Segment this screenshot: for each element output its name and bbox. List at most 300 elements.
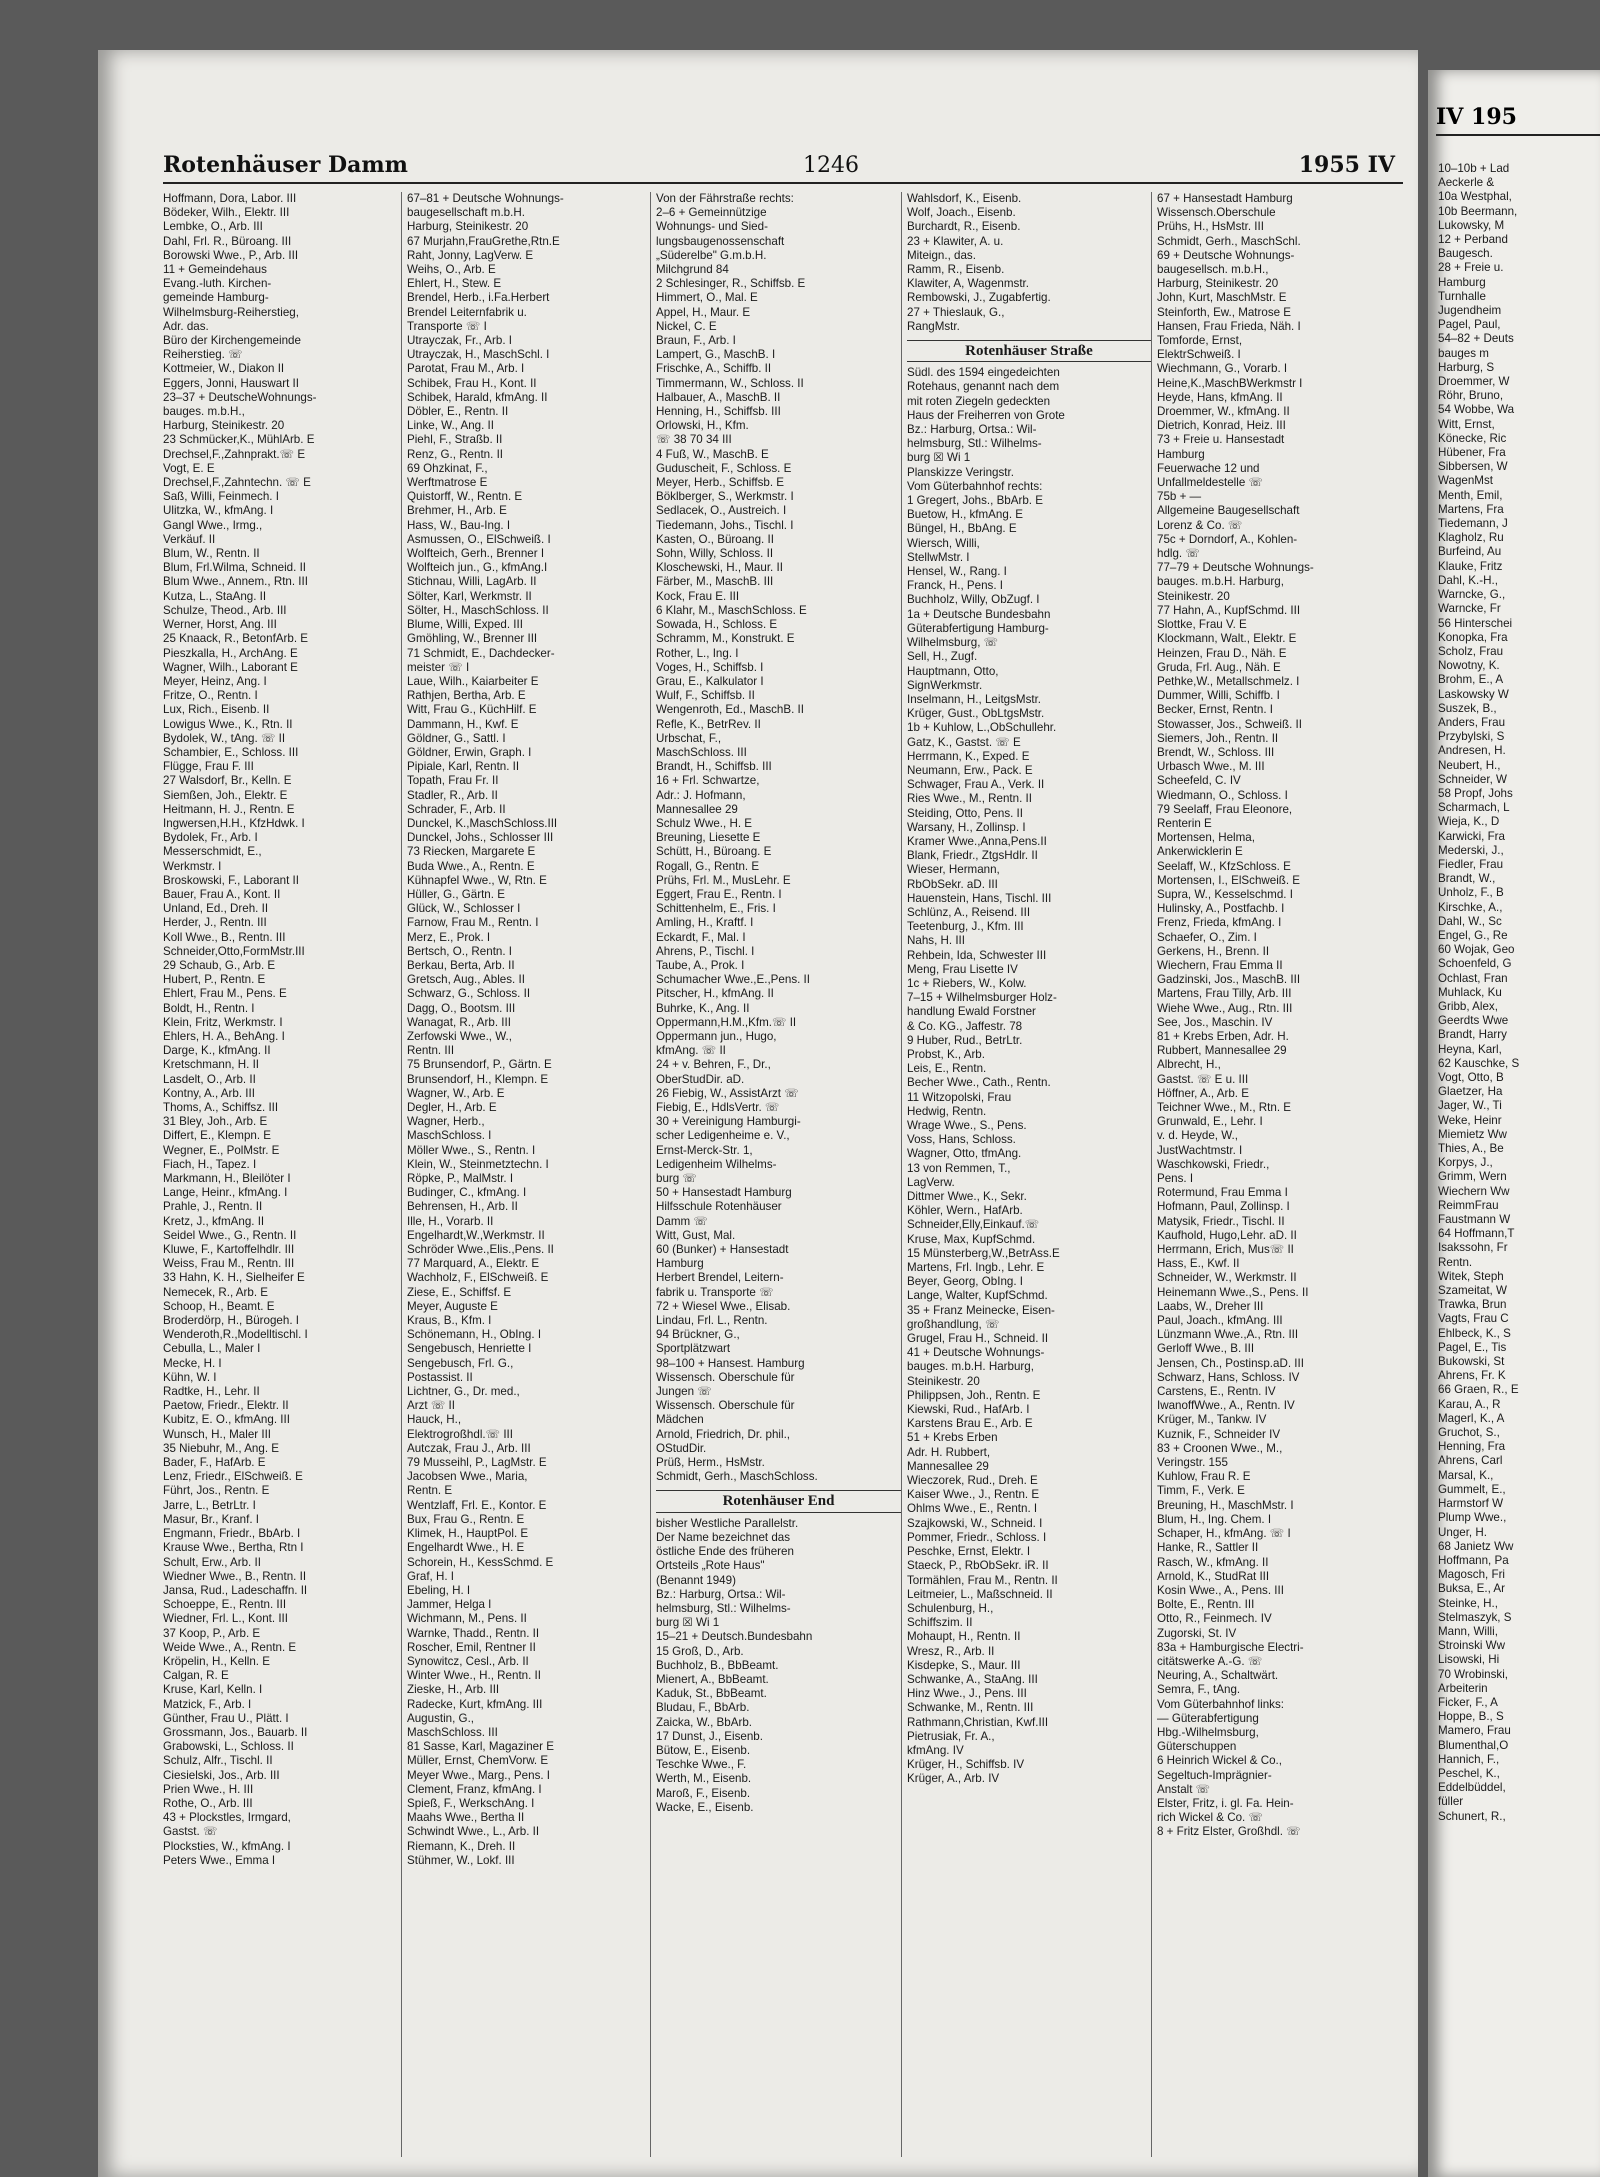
directory-entry: Merz, E., Prok. I — [407, 930, 491, 944]
directory-entry: Wiehe Wwe., Aug., Rtn. III — [1157, 1001, 1293, 1015]
directory-entry: Brandt, W., — [1438, 872, 1496, 886]
directory-entry: Gruda, Frl. Aug., Näh. E — [1157, 660, 1281, 674]
directory-entry: Ehlbeck, K., S — [1438, 1326, 1511, 1340]
directory-entry: Ahrens, Fr. K — [1438, 1369, 1506, 1383]
directory-entry: Mienert, A., BbBeamt. — [656, 1672, 769, 1686]
directory-entry: 10–10b + Lad — [1438, 162, 1510, 175]
directory-entry: Schwarz, G., Schloss. II — [407, 987, 531, 1001]
directory-entry: Gummelt, E., — [1438, 1482, 1506, 1496]
directory-entry: 75b + — — [1157, 490, 1202, 504]
directory-entry: Jarre, L., BetrLtr. I — [163, 1498, 256, 1512]
directory-entry: helmsburg, Stl.: Wilhelms- — [656, 1601, 791, 1615]
directory-entry: Lindau, Frl. L., Rentn. — [656, 1314, 768, 1328]
directory-entry: 7–15 + Wilhelmsburger Holz- — [907, 991, 1057, 1005]
directory-entry: Wagner, W., Arb. E — [407, 1086, 505, 1100]
directory-entry: Hinz Wwe., J., Pens. III — [907, 1687, 1027, 1701]
directory-entry: Schwanke, M., Rentn. III — [907, 1701, 1034, 1715]
page-header — [163, 148, 1403, 184]
directory-entry: ElektrSchweiß. I — [1157, 348, 1241, 362]
directory-entry: Pommer, Friedr., Schloss. I — [907, 1530, 1047, 1544]
directory-entry: Weke, Heinr — [1438, 1113, 1502, 1127]
directory-entry: Peters Wwe., Emma I — [163, 1853, 276, 1867]
directory-entry: Wiedner, Frl. L., Kont. III — [163, 1612, 289, 1626]
directory-entry: 6 Heinrich Wickel & Co., — [1157, 1754, 1282, 1768]
directory-entry: Darge, K., kfmAng. II — [163, 1044, 271, 1058]
directory-entry: Bödeker, Wilh., Elektr. III — [163, 206, 290, 220]
directory-entry: Ehlers, H. A., BehAng. I — [163, 1029, 285, 1043]
directory-entry: Warncke, G., — [1438, 588, 1506, 602]
directory-entry: Grimm, Wern — [1438, 1170, 1507, 1184]
directory-entry: Hansen, Frau Frieda, Näh. I — [1157, 319, 1301, 333]
directory-entry: Röpke, P., MalMstr. I — [407, 1172, 514, 1186]
directory-entry: MaschSchloss. III — [656, 745, 747, 759]
directory-entry: Hauptmann, Otto, — [907, 664, 999, 678]
directory-entry: Maahs Wwe., Bertha II — [407, 1811, 525, 1825]
directory-entry: 75c + Dorndorf, A., Kohlen- — [1157, 532, 1298, 546]
directory-entry: Fritze, O., Rentn. I — [163, 689, 258, 703]
directory-entry: Appel, H., Maur. E — [656, 305, 751, 319]
directory-entry: Kuhlow, Frau R. E — [1157, 1470, 1251, 1484]
directory-entry: Schwager, Frau A., Verk. II — [907, 778, 1045, 792]
directory-entry: Hoffmann, Pa — [1438, 1553, 1509, 1567]
directory-entry: Franck, H., Pens. I — [907, 579, 1003, 593]
directory-entry: Sölter, H., MaschSchloss. II — [407, 603, 549, 617]
directory-entry: Kiewski, Rud., HafArb. I — [907, 1403, 1030, 1417]
directory-entry: Martens, Frl. Ingb., Lehr. E — [907, 1261, 1045, 1275]
directory-entry: meister ☏ I — [407, 660, 470, 674]
directory-entry: 10b Beermann, — [1438, 204, 1518, 218]
directory-entry: Wolfteich, Gerh., Brenner I — [407, 547, 545, 561]
directory-entry: Siemßen, Joh., Elektr. E — [163, 788, 288, 802]
directory-entry: Steinforth, Ew., Matrose E — [1157, 305, 1292, 319]
directory-entry: IwanoffWwe., A., Rentn. IV — [1157, 1399, 1295, 1413]
directory-entry: RangMstr. — [907, 319, 960, 333]
directory-entry: Köhler, Wern., HafArb. — [907, 1204, 1023, 1218]
directory-entry: bauges. m.b.H. Harburg, — [1157, 575, 1284, 589]
directory-entry: Hannich, F., — [1438, 1752, 1500, 1766]
directory-entry: Wilhelmsburg-Reiherstieg, — [163, 305, 299, 319]
directory-entry: Teetenburg, J., Kfm. III — [907, 920, 1024, 934]
directory-entry: Fiach, H., Tapez. I — [163, 1157, 257, 1171]
directory-entry: Müller, Ernst, ChemVorw. E — [407, 1754, 549, 1768]
directory-entry: 73 Riecken, Margarete E — [407, 845, 536, 859]
directory-entry: Schütt, H., Büroang. E — [656, 845, 772, 859]
section-title: Rotenhäuser Straße — [907, 340, 1151, 362]
directory-entry: Eggers, Jonni, Hauswart II — [163, 376, 299, 390]
directory-entry: Ochlast, Fran — [1438, 971, 1508, 985]
directory-entry: Siemers, Joh., Rentn. II — [1157, 731, 1279, 745]
directory-entry: Hofmann, Paul, Zollinsp. I — [1157, 1200, 1290, 1214]
directory-entry: Kisdepke, S., Maur. III — [907, 1658, 1021, 1672]
directory-entry: Breuning, H., MaschMstr. I — [1157, 1498, 1294, 1512]
directory-entry: Lange, Heinr., kfmAng. I — [163, 1186, 288, 1200]
directory-entry: „Süderelbe" G.m.b.H. — [656, 248, 767, 262]
directory-entry: Kühnapfel Wwe., W, Rtn. E — [407, 873, 547, 887]
directory-entry: Frenz, Frieda, kfmAng. I — [1157, 916, 1282, 930]
directory-entry: 83a + Hamburgische Electri- — [1157, 1640, 1304, 1654]
directory-entry: Brendel Leiternfabrik u. — [407, 305, 527, 319]
directory-entry: Herrmann, K., Exped. E — [907, 749, 1030, 763]
directory-entry: Kaiser Wwe., J., Rentn. E — [907, 1488, 1040, 1502]
directory-entry: Saß, Willi, Feinmech. I — [163, 490, 279, 504]
directory-entry: Gruchot, S., — [1438, 1426, 1500, 1440]
directory-entry: Wrage Wwe., S., Pens. — [907, 1119, 1027, 1132]
directory-entry: Bux, Frau G., Rentn. E — [407, 1512, 525, 1526]
directory-entry: 28 + Freie u. — [1438, 261, 1504, 275]
directory-entry: Wiechmann, G., Vorarb. I — [1157, 362, 1288, 376]
directory-entry: Neubert, H., — [1438, 758, 1501, 772]
directory-entry: Wacke, E., Eisenb. — [656, 1800, 754, 1814]
directory-entry: Bludau, F., BbArb. — [656, 1701, 750, 1715]
directory-entry: Ille, H., Vorarb. II — [407, 1214, 494, 1228]
directory-entry: Scharmach, L — [1438, 801, 1510, 815]
directory-entry: Gangl Wwe., Irmg., — [163, 518, 263, 532]
directory-entry: Blum Wwe., Annem., Rtn. III — [163, 575, 308, 589]
directory-entry: Voges, H., Schiffsb. I — [656, 660, 764, 674]
directory-entry: Ebeling, H. I — [407, 1583, 471, 1597]
directory-entry: Brohm, E., A — [1438, 673, 1504, 687]
directory-entry: Wiedmann, O., Schloss. I — [1157, 788, 1288, 802]
directory-entry: Fiebig, E., HdlsVertr. ☏ — [656, 1101, 780, 1114]
directory-entry: 33 Hahn, K. H., Sielheifer E — [163, 1271, 305, 1285]
directory-entry: Becker, Ernst, Rentn. I — [1157, 703, 1273, 717]
directory-entry: Utrayczak, H., MaschSchl. I — [407, 348, 550, 362]
directory-entry: Krüger, A., Arb. IV — [907, 1772, 1000, 1786]
directory-entry: Führt, Jos., Rentn. E — [163, 1484, 270, 1498]
directory-entry: Lange, Walter, KupfSchmd. — [907, 1289, 1048, 1303]
directory-entry: Kutza, L., StaAng. II — [163, 589, 267, 603]
directory-entry: rich Wickel & Co. ☏ — [1157, 1811, 1263, 1825]
directory-entry: Kröpelin, H., Kelln. E — [163, 1654, 270, 1668]
directory-entry: 9 Huber, Rud., BetrLtr. — [907, 1033, 1023, 1047]
directory-entry: 67 + Hansestadt Hamburg — [1157, 192, 1293, 205]
directory-entry: 73 + Freie u. Hansestadt — [1157, 433, 1285, 447]
directory-entry: Differt, E., Klempn. E — [163, 1129, 272, 1143]
directory-entry: Beyer, Georg, ObIng. I — [907, 1275, 1023, 1289]
column-1 — [163, 192, 395, 2157]
directory-entry: MaschSchloss. III — [407, 1725, 498, 1739]
directory-entry: 79 Musseihl, P., LagMstr. E — [407, 1456, 547, 1470]
directory-entry: Teschke Wwe., F. — [656, 1758, 747, 1772]
directory-entry: Herrmann, Erich, Mus☏ II — [1157, 1243, 1294, 1257]
directory-entry: Ankerwicklerin E — [1157, 845, 1243, 859]
directory-entry: Evang.-luth. Kirchen- — [163, 277, 272, 291]
directory-entry: Clement, Franz, kfmAng. I — [407, 1782, 542, 1796]
directory-entry: Miteign., das. — [907, 248, 976, 262]
directory-entry: Rotermund, Frau Emma I — [1157, 1186, 1288, 1200]
directory-entry: 81 + Krebs Erben, Adr. H. — [1157, 1029, 1289, 1043]
directory-entry: Mamero, Frau — [1438, 1724, 1511, 1738]
directory-entry: Bydolek, Fr., Arb. I — [163, 831, 258, 845]
directory-entry: Kretschmann, H. II — [163, 1058, 260, 1072]
directory-entry: Witek, Steph — [1438, 1269, 1504, 1283]
directory-entry: Stroinski Ww — [1438, 1639, 1505, 1653]
directory-entry: Blum, W., Rentn. II — [163, 547, 260, 561]
directory-entry: Segeltuch-Imprägnier- — [1157, 1768, 1272, 1782]
directory-entry: Meyer, Heinz, Ang. I — [163, 674, 267, 688]
directory-entry: Schulenburg, H., — [907, 1601, 994, 1615]
directory-entry: 83 + Croonen Wwe., M., — [1157, 1441, 1283, 1455]
directory-entry: Postassist. II — [407, 1370, 473, 1384]
directory-entry: Blum, Frl.Wilma, Schneid. II — [163, 561, 307, 575]
directory-entry: LagVerw. — [907, 1175, 955, 1189]
directory-entry: Damm ☏ — [656, 1214, 708, 1228]
directory-entry: Lux, Rich., Eisenb. II — [163, 703, 270, 717]
directory-entry: Prühs, Frl. M., MusLehr. E — [656, 873, 791, 887]
directory-entry: Unholz, F., B — [1438, 886, 1504, 900]
directory-entry: Wagner, Herb., — [407, 1115, 485, 1129]
directory-entry: Schönemann, H., ObIng. I — [407, 1328, 542, 1342]
directory-entry: Wissensch.Oberschule — [1157, 206, 1276, 220]
directory-entry: Rogall, G., Rentn. E — [656, 859, 760, 873]
directory-entry: Pethke,W., Metallschmelz. I — [1157, 674, 1300, 688]
directory-entry: 67 Murjahn,FrauGrethe,Rtn.E — [407, 234, 560, 248]
directory-entry: Ortsteils „Rote Haus" — [656, 1559, 765, 1573]
directory-entry: Ulitzka, W., kfmAng. I — [163, 504, 274, 518]
adjacent-page-header — [1436, 100, 1600, 136]
directory-entry: Messerschmidt, E., — [163, 845, 262, 859]
directory-entry: Gerloff Wwe., B. III — [1157, 1342, 1255, 1356]
directory-entry: Meyer, Auguste E — [407, 1299, 498, 1313]
directory-entry: Hauenstein, Hans, Tischl. III — [907, 891, 1052, 905]
directory-entry: Prühs, H., HsMstr. III — [1157, 220, 1264, 234]
directory-entry: handlung Ewald Forstner — [907, 1005, 1036, 1019]
directory-entry: Buchholz, Willy, ObZugf. I — [907, 593, 1040, 607]
directory-entry: 25 Knaack, R., BetonfArb. E — [163, 632, 309, 646]
section-title: Rotenhäuser End — [656, 1490, 901, 1512]
directory-entry: Synowitcz, Cesl., Arb. II — [407, 1654, 529, 1668]
directory-entry: Steinikestr. 20 — [1157, 589, 1230, 603]
directory-entry: Schibek, Harald, kfmAng. II — [407, 390, 548, 404]
directory-entry: Drechsel,F.,Zahntechn. ☏ E — [163, 476, 311, 490]
directory-entry: Witt, Ernst, — [1438, 417, 1495, 431]
directory-entry: Pens. I — [1157, 1172, 1194, 1186]
directory-entry: lungsbaugenossenschaft — [656, 234, 785, 248]
directory-entry: Glück, W., Schlosser I — [407, 902, 521, 916]
directory-entry: Wulf, F., Schiffsb. II — [656, 689, 755, 703]
directory-entry: Schaper, H., kfmAng. ☏ I — [1157, 1527, 1291, 1541]
directory-entry: Ahrens, P., Tischl. I — [656, 944, 755, 958]
directory-entry: Fiedler, Frau — [1438, 857, 1504, 871]
directory-entry: 67–81 + Deutsche Wohnungs- — [407, 192, 564, 205]
directory-entry: Färber, M., MaschB. III — [656, 575, 774, 589]
directory-entry: Tormählen, Frau M., Rentn. II — [907, 1573, 1058, 1587]
directory-entry: OStudDir. — [656, 1441, 707, 1455]
directory-entry: Brendel, Herb., i.Fa.Herbert — [407, 291, 550, 305]
directory-entry: Gerkens, H., Brenn. II — [1157, 944, 1270, 958]
directory-entry: Lünzmann Wwe.,A., Rtn. III — [1157, 1328, 1299, 1342]
directory-entry: Anstalt ☏ — [1157, 1782, 1211, 1796]
directory-entry: Heitmann, H. J., Rentn. E — [163, 802, 295, 816]
directory-entry: Magerl, K., A — [1438, 1411, 1505, 1425]
directory-entry: 50 + Hansestadt Hamburg — [656, 1186, 792, 1200]
directory-entry: Peschel, K., — [1438, 1766, 1500, 1780]
directory-entry: Hubert, P., Rentn. E — [163, 973, 266, 987]
directory-entry: Asmussen, O., ElSchweiß. I — [407, 532, 551, 546]
directory-entry: Karstens Brau E., Arb. E — [907, 1417, 1033, 1431]
directory-entry: Buhrke, K., Ang. II — [656, 1001, 750, 1015]
directory-entry: Klawiter, A, Wagenmstr. — [907, 277, 1029, 291]
directory-entry: Szameitat, W — [1438, 1284, 1507, 1298]
directory-entry: Kruse, Max, KupfSchmd. — [907, 1232, 1036, 1246]
directory-entry: Grugel, Frau H., Schneid. II — [907, 1332, 1049, 1346]
directory-entry: Mohaupt, H., Rentn. II — [907, 1630, 1021, 1644]
directory-entry: Krause Wwe., Bertha, Rtn I — [163, 1541, 304, 1555]
directory-entry: Hanke, R., Sattler II — [1157, 1541, 1259, 1555]
directory-entry: Rother, L., Ing. I — [656, 646, 739, 660]
directory-entry: Güterabfertigung Hamburg- — [907, 621, 1049, 635]
directory-entry: Dagg, O., Bootsm. III — [407, 1001, 516, 1015]
directory-entry: Mortensen, Helma, — [1157, 831, 1255, 845]
directory-entry: Buksa, E., Ar — [1438, 1582, 1506, 1596]
directory-entry: Amling, H., Kraftf. I — [656, 916, 754, 930]
directory-entry: Zaicka, W., BbArb. — [656, 1715, 752, 1729]
directory-page — [98, 50, 1418, 2177]
directory-entry: Roscher, Emil, Rentner II — [407, 1640, 536, 1654]
directory-entry: Hoppe, B., S — [1438, 1710, 1504, 1724]
directory-entry: Wachholz, F., ElSchweiß. E — [407, 1271, 549, 1285]
directory-entry: 60 Wojak, Geo — [1438, 943, 1515, 957]
directory-entry: Lichtner, G., Dr. med., — [407, 1385, 520, 1399]
directory-entry: Wolf, Joach., Eisenb. — [907, 206, 1016, 220]
directory-entry: Sengebusch, Frl. G., — [407, 1356, 514, 1370]
directory-entry: Tiedemann, J — [1438, 517, 1508, 531]
directory-entry: 24 + v. Behren, F., Dr., — [656, 1058, 771, 1072]
directory-entry: Kloschewski, H., Maur. II — [656, 561, 783, 575]
directory-entry: Klockmann, Walt., Elektr. E — [1157, 632, 1297, 646]
directory-entry: Behrensen, H., Arb. II — [407, 1200, 518, 1214]
directory-entry: Wagner, Wilh., Laborant E — [163, 660, 298, 674]
directory-entry: Jammer, Helga I — [407, 1598, 492, 1612]
directory-entry: Unfallmeldestelle ☏ — [1157, 476, 1264, 490]
directory-entry: Semra, F., tAng. — [1157, 1683, 1241, 1697]
directory-entry: Faustmann W — [1438, 1213, 1511, 1227]
directory-entry: Wagner, Otto, tfmAng. — [907, 1147, 1022, 1161]
directory-entry: Dummer, Willi, Schiffb. I — [1157, 689, 1280, 703]
directory-entry: Vom Güterbahnhof links: — [1157, 1697, 1284, 1711]
directory-entry: Hoffmann, Dora, Labor. III — [163, 192, 297, 205]
directory-entry: Ehlert, Frau M., Pens. E — [163, 987, 287, 1001]
directory-entry: Werth, M., Eisenb. — [656, 1772, 752, 1786]
directory-entry: Haus der Freiherren von Grote — [907, 408, 1065, 422]
directory-entry: Timmermann, W., Schloss. II — [656, 376, 804, 390]
adjacent-page-column — [1438, 162, 1600, 2172]
directory-entry: Schorein, H., KessSchmd. E — [407, 1555, 554, 1569]
directory-entry: Neumann, Erw., Pack. E — [907, 763, 1033, 777]
directory-entry: Timm, F., Verk. E — [1157, 1484, 1245, 1498]
directory-entry: Ramm, R., Eisenb. — [907, 263, 1005, 277]
directory-entry: Pagel, Paul, — [1438, 318, 1501, 332]
directory-entry: Weide Wwe., A., Rentn. E — [163, 1640, 297, 1654]
directory-entry: Elster, Fritz, i. gl. Fa. Hein- — [1157, 1796, 1294, 1810]
directory-entry: 17 Dunst, J., Eisenb. — [656, 1729, 763, 1743]
directory-entry: Arnold, K., StudRat III — [1157, 1569, 1270, 1583]
directory-entry: Slottke, Frau V. E — [1157, 618, 1247, 632]
directory-entry: Verkäuf. II — [163, 532, 216, 546]
directory-entry: Hass, E., Kwf. II — [1157, 1257, 1240, 1271]
directory-entry: 30 + Vereinigung Hamburgi- — [656, 1115, 801, 1129]
directory-entry: Brandt, H., Schiffsb. III — [656, 760, 772, 774]
directory-entry: Kasten, O., Büroang. II — [656, 532, 774, 546]
directory-entry: 27 Walsdorf, Br., Kelln. E — [163, 774, 292, 788]
directory-entry: 69 + Deutsche Wohnungs- — [1157, 248, 1295, 262]
directory-entry: Nemecek, R., Arb. E — [163, 1285, 269, 1299]
directory-entry: Rentn. E — [407, 1484, 453, 1498]
directory-entry: 64 Hoffmann,T — [1438, 1227, 1515, 1241]
directory-entry: Augustin, G., — [407, 1711, 475, 1725]
directory-entry: Philippsen, Joh., Rentn. E — [907, 1388, 1041, 1402]
directory-entry: Kramer Wwe.,Anna,Pens.II — [907, 834, 1047, 848]
directory-entry: Ledigenheim Wilhelms- — [656, 1157, 777, 1171]
directory-entry: Harburg, S — [1438, 360, 1495, 374]
directory-entry: Jensen, Ch., Postinsp.aD. III — [1157, 1356, 1304, 1370]
directory-entry: Oppermann jun., Hugo, — [656, 1029, 777, 1043]
directory-entry: Bz.: Harburg, Ortsa.: Wil- — [656, 1587, 786, 1601]
directory-entry: Schoeppe, E., Rentn. III — [163, 1598, 287, 1612]
directory-entry: Eggert, Frau E., Rentn. I — [656, 887, 782, 901]
directory-entry: Mann, Willi, — [1438, 1624, 1498, 1638]
directory-entry: Herder, J., Rentn. III — [163, 916, 267, 930]
directory-entry: Guduscheit, F., Schloss. E — [656, 461, 792, 475]
directory-entry: Wolfteich jun., G., kfmAng.I — [407, 561, 548, 575]
directory-entry: Kuznik, F., Schneider IV — [1157, 1427, 1281, 1441]
directory-entry: Nahs, H. III — [907, 934, 965, 948]
directory-entry: 79 Seelaff, Frau Eleonore, — [1157, 802, 1293, 816]
directory-entry: Thoms, A., Schiffsz. III — [163, 1101, 279, 1114]
directory-entry: Steinikestr. 20 — [907, 1374, 980, 1388]
directory-entry: Göldner, G., Sattl. I — [407, 731, 506, 745]
directory-entry: Karau, A., R — [1438, 1397, 1501, 1411]
directory-entry: 71 Schmidt, E., Dachdecker- — [407, 646, 555, 660]
directory-entry: Wichmann, M., Pens. II — [407, 1612, 527, 1626]
directory-entry: Anders, Frau — [1438, 715, 1506, 729]
directory-entry: Baugesch. — [1438, 247, 1493, 261]
directory-entry: 1a + Deutsche Bundesbahn — [907, 607, 1051, 621]
directory-entry: kfmAng. IV — [907, 1743, 964, 1757]
directory-entry: Bertsch, O., Rentn. I — [407, 944, 513, 958]
directory-entry: Ehlert, H., Stew. E — [407, 277, 502, 291]
directory-entry: Sportplätzwart — [656, 1342, 731, 1356]
directory-entry: Krüger, H., Schiffsb. IV — [907, 1758, 1025, 1772]
directory-entry: Heyde, Hans, kfmAng. II — [1157, 390, 1283, 404]
directory-entry: citätswerke A.-G. ☏ — [1157, 1654, 1263, 1668]
directory-entry: Schibek, Frau H., Kont. II — [407, 376, 537, 390]
directory-entry: Flügge, Frau F. III — [163, 760, 254, 774]
directory-entry: Topath, Frau Fr. II — [407, 774, 499, 788]
directory-entry: Rothe, O., Arb. III — [163, 1796, 253, 1810]
directory-entry: Radecke, Kurt, kfmAng. III — [407, 1697, 543, 1711]
directory-entry: Burchardt, R., Eisenb. — [907, 220, 1021, 234]
directory-entry: Adr. das. — [163, 319, 209, 333]
directory-entry: Engel, G., Re — [1438, 928, 1508, 942]
directory-entry: Zieske, H., Arb. III — [407, 1683, 500, 1697]
directory-entry: Arzt ☏ II — [407, 1399, 455, 1413]
directory-entry: Thies, A., Be — [1438, 1142, 1504, 1156]
directory-entry: Droemmer, W., kfmAng. II — [1157, 405, 1290, 419]
directory-entry: Miemietz Ww — [1438, 1127, 1507, 1141]
directory-entry: 2–6 + Gemeinnützige — [656, 206, 767, 220]
directory-entry: Engmann, Friedr., BbArb. I — [163, 1527, 301, 1541]
directory-entry: Schiffszim. II — [907, 1616, 973, 1630]
directory-entry: 94 Brückner, G., — [656, 1328, 740, 1342]
directory-entry: Waschkowski, Friedr., — [1157, 1157, 1270, 1171]
directory-entry: Stühmer, W., Lokf. III — [407, 1853, 515, 1867]
directory-entry: Meyer Wwe., Marg., Pens. I — [407, 1768, 551, 1782]
directory-entry: 23–37 + DeutscheWohnungs- — [163, 390, 317, 404]
directory-entry: Isakssohn, Fr — [1438, 1241, 1508, 1255]
directory-entry: Renterin E — [1157, 816, 1212, 830]
adjacent-page — [1428, 70, 1600, 2177]
